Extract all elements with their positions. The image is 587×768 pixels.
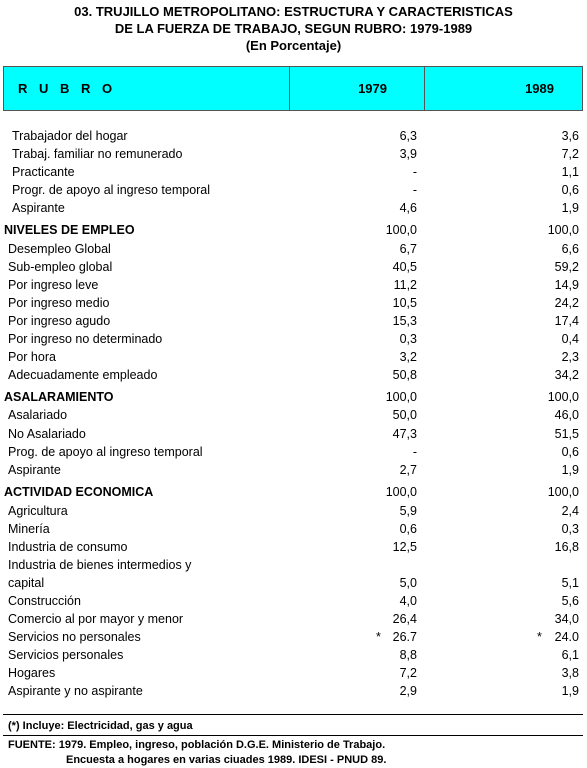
value-1979: 40,5 bbox=[392, 260, 417, 274]
table-subtitle: (En Porcentaje) bbox=[245, 38, 342, 53]
value-1979: 7,2 bbox=[399, 666, 417, 680]
value-1979: 0,3 bbox=[399, 332, 417, 346]
value-1989: 2,4 bbox=[561, 504, 579, 518]
value-1989: 51,5 bbox=[554, 427, 579, 441]
source-line-2: Encuesta a hogares en varias ciuades 1989. IDESI - PNUD 89. bbox=[66, 754, 387, 766]
table-row bbox=[0, 258, 587, 276]
row-label: Trabajador del hogar bbox=[12, 129, 128, 143]
marker-1989: * bbox=[537, 630, 542, 644]
table-row bbox=[0, 592, 587, 610]
value-1989: 0,6 bbox=[561, 445, 579, 459]
row-label: Aspirante bbox=[12, 201, 65, 215]
row-label: Construcción bbox=[8, 594, 81, 608]
value-1979: - bbox=[412, 165, 417, 179]
row-label: Sub-empleo global bbox=[8, 260, 113, 274]
value-1989: 100,0 bbox=[547, 223, 579, 237]
row-label: Aspirante bbox=[8, 463, 61, 477]
footnote: (*) Incluye: Electricidad, gas y agua bbox=[8, 720, 193, 732]
value-1989: 6,1 bbox=[561, 648, 579, 662]
table-row bbox=[0, 574, 587, 592]
value-1989: 34,2 bbox=[554, 368, 579, 382]
table-row bbox=[0, 276, 587, 294]
section-label: ASALARAMIENTO bbox=[4, 390, 114, 404]
value-1979: 100,0 bbox=[385, 390, 417, 404]
table-row bbox=[0, 181, 587, 199]
row-label: Servicios personales bbox=[8, 648, 124, 662]
value-1979: - bbox=[412, 445, 417, 459]
value-1979: 0,6 bbox=[399, 522, 417, 536]
value-1979: 12,5 bbox=[392, 540, 417, 554]
table-row bbox=[0, 312, 587, 330]
footer-divider bbox=[3, 735, 583, 736]
table-row bbox=[0, 443, 587, 461]
row-label: Por ingreso medio bbox=[8, 296, 110, 310]
table-row bbox=[0, 425, 587, 443]
value-1989: 100,0 bbox=[547, 390, 579, 404]
value-1989: 46,0 bbox=[554, 408, 579, 422]
row-label: Agricultura bbox=[8, 504, 68, 518]
value-1989: 17,4 bbox=[554, 314, 579, 328]
value-1979: 3,9 bbox=[399, 147, 417, 161]
value-1979: 6,3 bbox=[399, 129, 417, 143]
table-row bbox=[0, 461, 587, 479]
value-1989: 2,3 bbox=[561, 350, 579, 364]
table-row bbox=[0, 520, 587, 538]
table-row bbox=[0, 406, 587, 424]
value-1979: 26.7 bbox=[392, 630, 417, 644]
row-label: Trabaj. familiar no remunerado bbox=[12, 147, 183, 161]
value-1979: 26,4 bbox=[392, 612, 417, 626]
row-label: Hogares bbox=[8, 666, 56, 680]
value-1979: 50,8 bbox=[392, 368, 417, 382]
value-1989: 5,1 bbox=[561, 576, 579, 590]
value-1989: 100,0 bbox=[547, 485, 579, 499]
value-1979: 8,8 bbox=[399, 648, 417, 662]
header-1989: 1989 bbox=[424, 67, 582, 110]
value-1989: 0,3 bbox=[561, 522, 579, 536]
value-1979: 6,7 bbox=[399, 242, 417, 256]
value-1979: 4,6 bbox=[399, 201, 417, 215]
row-label: Por ingreso no determinado bbox=[8, 332, 163, 346]
value-1989: 24.0 bbox=[554, 630, 579, 644]
row-label: No Asalariado bbox=[8, 427, 86, 441]
row-label: Minería bbox=[8, 522, 50, 536]
section-label: NIVELES DE EMPLEO bbox=[4, 223, 135, 237]
row-label: Por ingreso leve bbox=[8, 278, 99, 292]
table-row bbox=[0, 628, 587, 646]
table-row bbox=[0, 538, 587, 556]
section-label: ACTIVIDAD ECONOMICA bbox=[4, 485, 154, 499]
value-1989: 5,6 bbox=[561, 594, 579, 608]
table-row bbox=[0, 163, 587, 181]
row-label: Desempleo Global bbox=[8, 242, 111, 256]
value-1979: 3,2 bbox=[399, 350, 417, 364]
value-1989: 3,8 bbox=[561, 666, 579, 680]
row-label: Por ingreso agudo bbox=[8, 314, 111, 328]
header-1979: 1979 bbox=[289, 67, 423, 110]
section-row bbox=[0, 388, 587, 406]
row-label: Servicios no personales bbox=[8, 630, 141, 644]
value-1979: - bbox=[412, 183, 417, 197]
section-row bbox=[0, 483, 587, 501]
value-1979: 47,3 bbox=[392, 427, 417, 441]
value-1989: 34,0 bbox=[554, 612, 579, 626]
table-row bbox=[0, 199, 587, 217]
value-1979: 11,2 bbox=[393, 278, 417, 292]
table-row bbox=[0, 348, 587, 366]
value-1989: 0,6 bbox=[561, 183, 579, 197]
row-label: Industria de consumo bbox=[8, 540, 128, 554]
value-1989: 16,8 bbox=[554, 540, 579, 554]
table-row bbox=[0, 556, 587, 574]
value-1989: 1,9 bbox=[561, 684, 579, 698]
table-row bbox=[0, 502, 587, 520]
source-line-1: FUENTE: 1979. Empleo, ingreso, población D.G.E. Ministerio de Trabajo. bbox=[8, 739, 386, 751]
value-1979: 5,9 bbox=[399, 504, 417, 518]
row-label: Comercio al por mayor y menor bbox=[8, 612, 184, 626]
value-1989: 6,6 bbox=[561, 242, 579, 256]
table-row bbox=[0, 646, 587, 664]
value-1979: 4,0 bbox=[399, 594, 417, 608]
table-row bbox=[0, 664, 587, 682]
value-1989: 1,9 bbox=[561, 201, 579, 215]
row-label: Aspirante y no aspirante bbox=[8, 684, 143, 698]
value-1979: 50,0 bbox=[392, 408, 417, 422]
table-row bbox=[0, 294, 587, 312]
header-rubro: R U B R O bbox=[18, 81, 117, 96]
value-1989: 24,2 bbox=[554, 296, 579, 310]
value-1979: 2,9 bbox=[399, 684, 417, 698]
table-row bbox=[0, 682, 587, 700]
table-row bbox=[0, 366, 587, 384]
value-1989: 0,4 bbox=[561, 332, 579, 346]
row-label: Adecuadamente empleado bbox=[8, 368, 158, 382]
value-1979: 100,0 bbox=[385, 485, 417, 499]
value-1979: 5,0 bbox=[399, 576, 417, 590]
value-1979: 100,0 bbox=[385, 223, 417, 237]
value-1989: 14,9 bbox=[554, 278, 579, 292]
value-1979: 10,5 bbox=[392, 296, 417, 310]
value-1979: 15,3 bbox=[392, 314, 417, 328]
value-1989: 3,6 bbox=[561, 129, 579, 143]
row-label: Asalariado bbox=[8, 408, 68, 422]
table-title-line2: DE LA FUERZA DE TRABAJO, SEGUN RUBRO: 1979-1989 bbox=[114, 21, 473, 36]
value-1989: 1,1 bbox=[561, 165, 579, 179]
row-label: Por hora bbox=[8, 350, 56, 364]
value-1989: 1,9 bbox=[561, 463, 579, 477]
row-label: Practicante bbox=[12, 165, 75, 179]
row-label: capital bbox=[8, 576, 45, 590]
table-row bbox=[0, 127, 587, 145]
value-1979: 2,7 bbox=[399, 463, 417, 477]
footer-divider bbox=[3, 714, 583, 715]
value-1989: 7,2 bbox=[561, 147, 579, 161]
table-title-line1: 03. TRUJILLO METROPOLITANO: ESTRUCTURA Y CARACTERISTICAS bbox=[74, 4, 513, 19]
table-header bbox=[3, 66, 583, 111]
section-row bbox=[0, 221, 587, 239]
table-row bbox=[0, 610, 587, 628]
table-row bbox=[0, 330, 587, 348]
row-label: Prog. de apoyo al ingreso temporal bbox=[8, 445, 203, 459]
row-label: Progr. de apoyo al ingreso temporal bbox=[12, 183, 211, 197]
table-row bbox=[0, 145, 587, 163]
marker-1979: * bbox=[376, 630, 381, 644]
table-row bbox=[0, 240, 587, 258]
row-label: Industria de bienes intermedios y bbox=[8, 558, 192, 572]
value-1989: 59,2 bbox=[554, 260, 579, 274]
